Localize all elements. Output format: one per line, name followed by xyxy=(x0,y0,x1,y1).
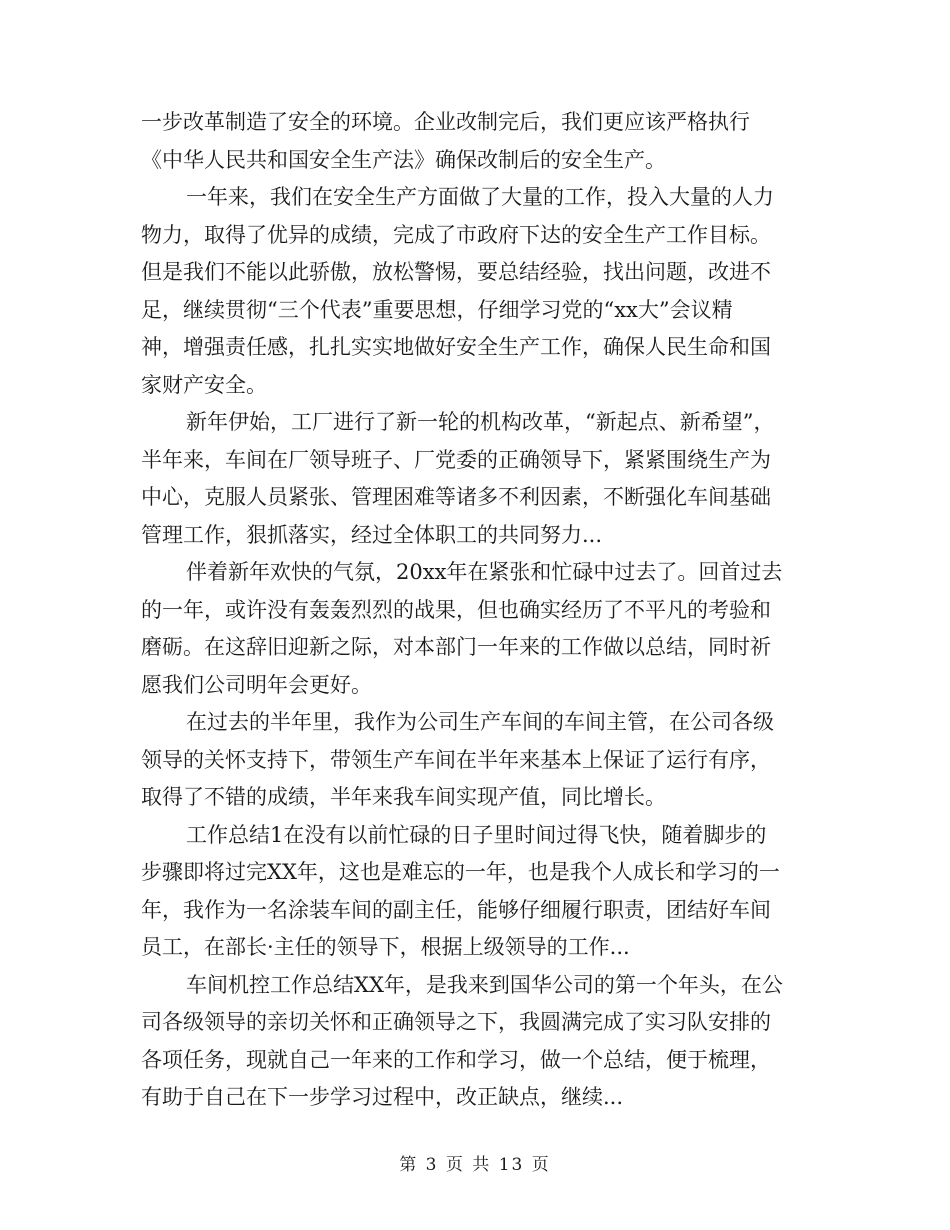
paragraph-line: 在过去的半年里，我作为公司生产车间的车间主管，在公司各级 xyxy=(186,710,774,734)
paragraph-line: 领导的关怀支持下，带领生产车间在半年来基本上保证了运行有序， xyxy=(141,747,771,772)
paragraph-line: 但是我们不能以此骄傲，放松警惕，要总结经验，找出问题，改进不 xyxy=(141,260,771,284)
paragraph-line: 家财产安全。 xyxy=(141,372,267,397)
paragraph-line: 一步改革制造了安全的环境。企业改制完后，我们更应该严格执行 xyxy=(141,110,750,134)
page-number-footer: 第 3 页 共 13 页 xyxy=(399,1155,551,1175)
paragraph-7 xyxy=(141,967,813,1117)
paragraph-4 xyxy=(141,554,813,704)
paragraph-line: 神，增强责任感，扎扎实实地做好安全生产工作，确保人民生命和国 xyxy=(141,335,771,359)
paragraph-line: 取得了不错的成绩，半年来我车间实现产值，同比增长。 xyxy=(141,785,666,809)
paragraph-line: 员工，在部长·主任的领导下，根据上级领导的工作... xyxy=(141,935,630,959)
paragraph-line: 工作总结1在没有以前忙碌的日子里时间过得飞快，随着脚步的 xyxy=(186,822,767,847)
paragraph-line: 伴着新年欢快的气氛，20xx年在紧张和忙碌中过去了。回首过去 xyxy=(186,560,783,584)
paragraph-line: 年，我作为一名涂装车间的副主任，能够仔细履行职责，团结好车间 xyxy=(141,897,771,922)
paragraph-1 xyxy=(141,104,813,179)
paragraph-line: 半年来，车间在厂领导班子、厂党委的正确领导下，紧紧围绕生产为 xyxy=(141,447,771,472)
paragraph-line: 磨砺。在这辞旧迎新之际，对本部门一年来的工作做以总结，同时祈 xyxy=(141,635,771,659)
paragraph-line: 各项任务，现就自己一年来的工作和学习，做一个总结，便于梳理， xyxy=(141,1047,771,1072)
paragraph-line: 车间机控工作总结XX年，是我来到国华公司的第一个年头，在公 xyxy=(186,972,783,997)
paragraph-line: 的一年，或许没有轰轰烈烈的战果，但也确实经历了不平凡的考验和 xyxy=(141,597,771,622)
paragraph-line: 司各级领导的亲切关怀和正确领导之下，我圆满完成了实习队安排的 xyxy=(141,1010,771,1034)
paragraph-line: 管理工作，狠抓落实，经过全体职工的共同努力... xyxy=(141,522,603,547)
paragraph-6 xyxy=(141,817,813,967)
paragraph-line: 《中华人民共和国安全生产法》确保改制后的安全生产。 xyxy=(141,147,666,172)
paragraph-line: 物力，取得了优异的成绩，完成了市政府下达的安全生产工作目标。 xyxy=(141,222,771,247)
paragraph-line: 足，继续贯彻“三个代表”重要思想，仔细学习党的“xx大”会议精 xyxy=(141,297,733,322)
paragraph-line: 愿我们公司明年会更好。 xyxy=(141,672,372,697)
paragraph-5 xyxy=(141,704,813,817)
paragraph-line: 新年伊始，工厂进行了新一轮的机构改革，“新起点、新希望”， xyxy=(186,410,775,434)
paragraph-line: 有助于自己在下一步学习过程中，改正缺点，继续... xyxy=(141,1085,624,1109)
document-body xyxy=(141,104,813,1117)
paragraph-3 xyxy=(141,404,813,554)
paragraph-line: 一年来，我们在安全生产方面做了大量的工作，投入大量的人力 xyxy=(186,185,774,209)
paragraph-line: 步骤即将过完XX年，这也是难忘的一年，也是我个人成长和学习的一 xyxy=(141,860,780,884)
paragraph-2 xyxy=(141,179,813,404)
paragraph-line: 中心，克服人员紧张、管理困难等诸多不利因素，不断强化车间基础 xyxy=(141,485,771,509)
